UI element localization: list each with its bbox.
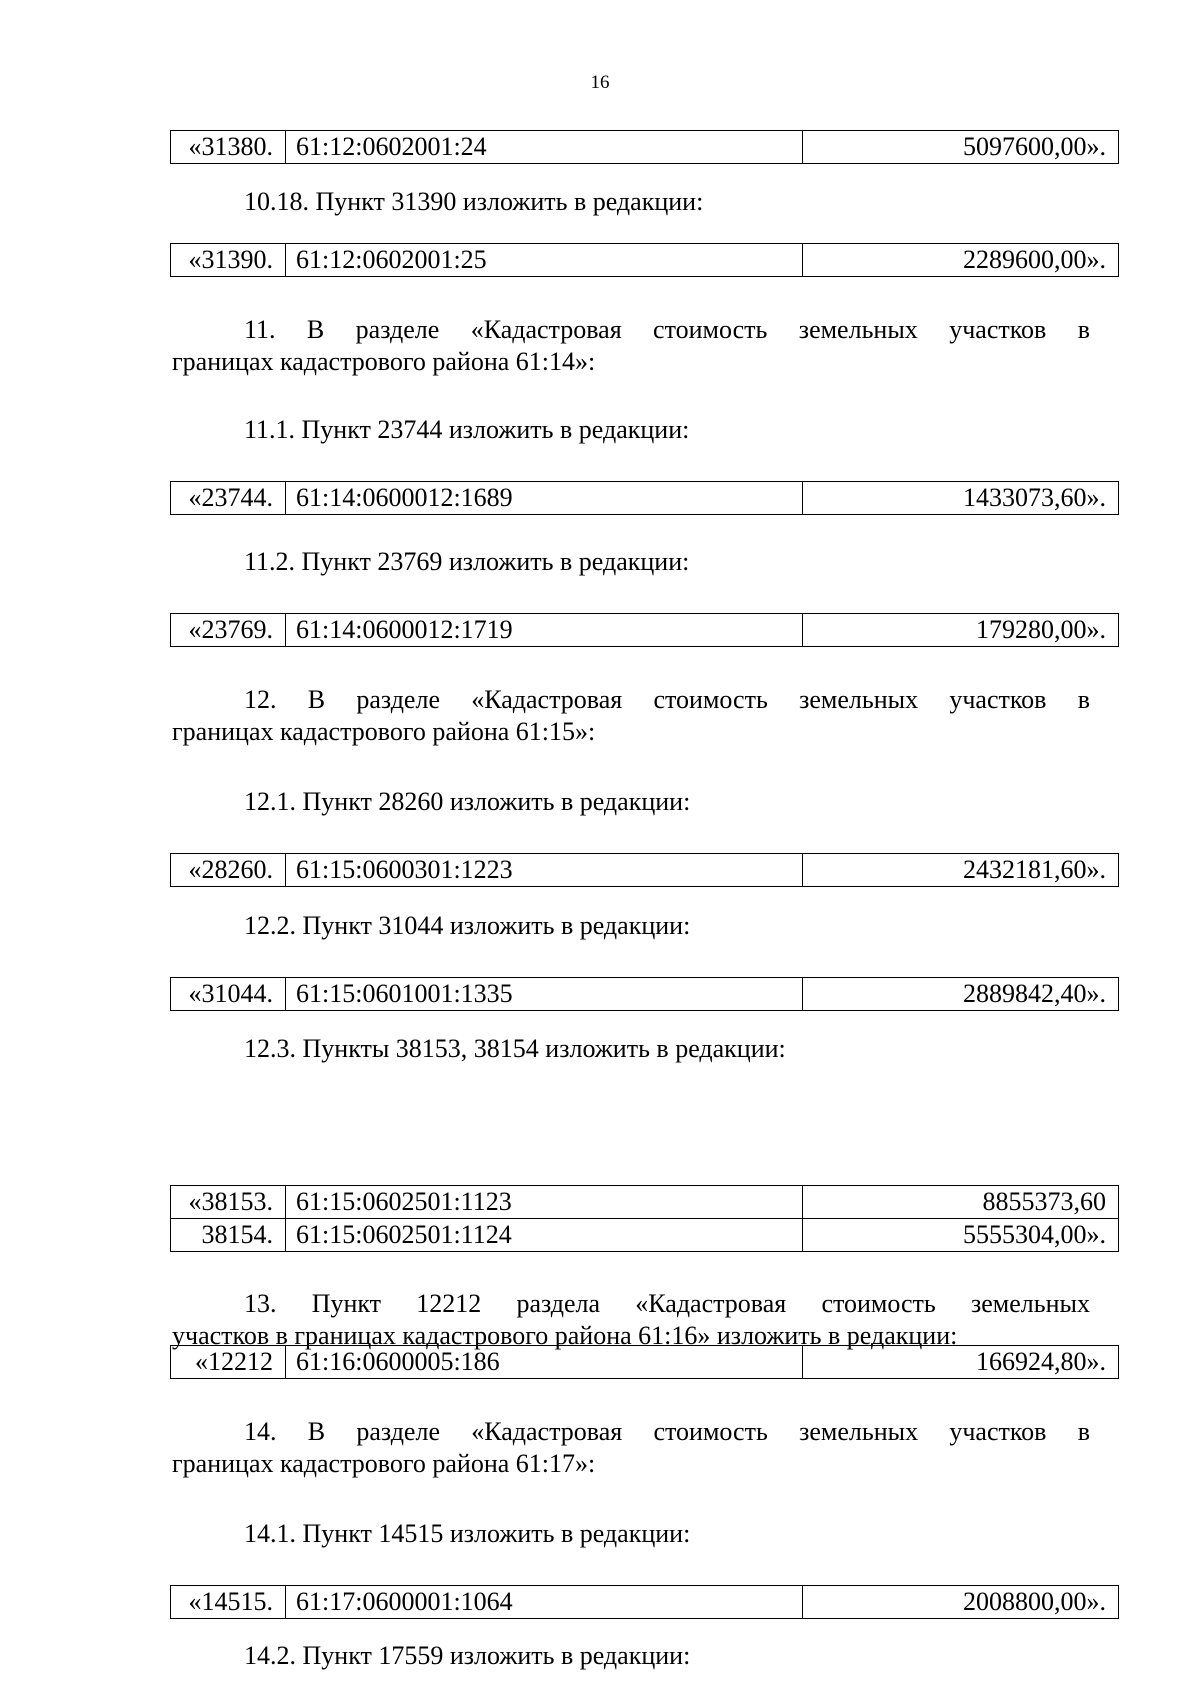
cadastral-value-cell: 179280,00».	[803, 614, 1119, 647]
item-number-cell: «23769.	[171, 614, 286, 647]
cadastral-value-table	[170, 1185, 1119, 1252]
cadastral-number-cell: 61:15:0602501:1123	[286, 1186, 803, 1219]
cadastral-value-table	[170, 243, 1119, 277]
page-number: 16	[590, 72, 610, 93]
item-number-cell: «28260.	[171, 854, 286, 887]
cadastral-number-cell: 61:12:0602001:24	[286, 131, 803, 164]
table-row	[171, 244, 1119, 277]
cadastral-number-cell: 61:17:0600001:1064	[286, 1586, 803, 1619]
item-number-cell: «31380.	[171, 131, 286, 164]
section-paragraph	[172, 314, 1090, 378]
cadastral-number-cell: 61:15:0602501:1124	[286, 1219, 803, 1252]
item-number-cell: «31044.	[171, 978, 286, 1011]
table-row	[171, 1219, 1119, 1252]
instruction-paragraph: 14.2. Пункт 17559 изложить в редакции:	[244, 1641, 691, 1670]
item-number-cell: «31390.	[171, 244, 286, 277]
cadastral-value-cell: 5097600,00».	[803, 131, 1119, 164]
paragraph-line-second: границах кадастрового района 61:17»:	[172, 1449, 596, 1478]
instruction-paragraph: 11.2. Пункт 23769 изложить в редакции:	[244, 547, 690, 576]
item-number-cell: 38154.	[171, 1219, 286, 1252]
paragraph-line-first: 13. Пункт 12212 раздела «Кадастровая стоимость земельных	[244, 1289, 1090, 1318]
cadastral-value-table	[170, 1345, 1119, 1379]
cadastral-value-table	[170, 130, 1119, 164]
cadastral-value-cell: 5555304,00».	[803, 1219, 1119, 1252]
cadastral-number-cell: 61:12:0602001:25	[286, 244, 803, 277]
instruction-paragraph: 11.1. Пункт 23744 изложить в редакции:	[244, 415, 690, 444]
cadastral-value-table	[170, 613, 1119, 647]
table-row	[171, 131, 1119, 164]
cadastral-number-cell: 61:16:0600005:186	[286, 1346, 803, 1379]
cadastral-value-table	[170, 977, 1119, 1011]
paragraph-line-second: участков в границах кадастрового района 61:16» изложить в редакции:	[172, 1321, 958, 1350]
item-number-cell: «12212	[171, 1346, 286, 1379]
instruction-paragraph: 12.1. Пункт 28260 изложить в редакции:	[244, 787, 691, 816]
cadastral-value-table	[170, 1585, 1119, 1619]
table-row	[171, 482, 1119, 515]
section-paragraph	[172, 684, 1090, 748]
cadastral-value-cell: 166924,80».	[803, 1346, 1119, 1379]
cadastral-value-cell: 2432181,60».	[803, 854, 1119, 887]
instruction-paragraph: 12.3. Пункты 38153, 38154 изложить в редакции:	[244, 1034, 786, 1063]
cadastral-value-cell: 2008800,00».	[803, 1586, 1119, 1619]
paragraph-line-second: границах кадастрового района 61:14»:	[172, 347, 596, 376]
paragraph-line-first: 14. В разделе «Кадастровая стоимость земельных участков в	[244, 1417, 1090, 1446]
cadastral-number-cell: 61:15:0600301:1223	[286, 854, 803, 887]
table-row	[171, 854, 1119, 887]
item-number-cell: «23744.	[171, 482, 286, 515]
cadastral-number-cell: 61:14:0600012:1719	[286, 614, 803, 647]
table-row	[171, 614, 1119, 647]
cadastral-value-cell: 2889842,40».	[803, 978, 1119, 1011]
cadastral-value-table	[170, 481, 1119, 515]
item-number-cell: «14515.	[171, 1586, 286, 1619]
table-row	[171, 1586, 1119, 1619]
cadastral-value-cell: 1433073,60».	[803, 482, 1119, 515]
table-row	[171, 1346, 1119, 1379]
table-row	[171, 1186, 1119, 1219]
cadastral-number-cell: 61:14:0600012:1689	[286, 482, 803, 515]
table-row	[171, 978, 1119, 1011]
item-number-cell: «38153.	[171, 1186, 286, 1219]
paragraph-line-second: границах кадастрового района 61:15»:	[172, 717, 596, 746]
instruction-paragraph: 14.1. Пункт 14515 изложить в редакции:	[244, 1519, 691, 1548]
cadastral-value-table	[170, 853, 1119, 887]
paragraph-line-first: 11. В разделе «Кадастровая стоимость земельных участков в	[244, 315, 1090, 344]
instruction-paragraph: 12.2. Пункт 31044 изложить в редакции:	[244, 911, 691, 940]
cadastral-value-cell: 2289600,00».	[803, 244, 1119, 277]
section-paragraph	[172, 1288, 1090, 1352]
instruction-paragraph: 10.18. Пункт 31390 изложить в редакции:	[244, 187, 704, 216]
paragraph-line-first: 12. В разделе «Кадастровая стоимость земельных участков в	[244, 685, 1090, 714]
cadastral-number-cell: 61:15:0601001:1335	[286, 978, 803, 1011]
cadastral-value-cell: 8855373,60	[803, 1186, 1119, 1219]
section-paragraph	[172, 1416, 1090, 1480]
